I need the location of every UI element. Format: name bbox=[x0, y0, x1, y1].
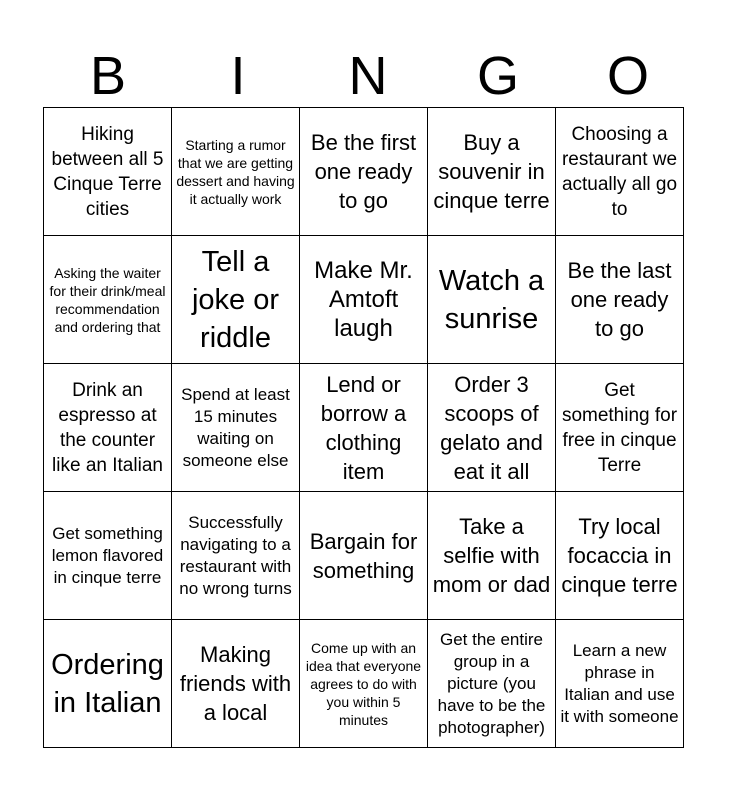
bingo-cell[interactable] bbox=[556, 364, 684, 492]
board-row bbox=[44, 108, 684, 236]
title-letter-i: I bbox=[230, 46, 246, 106]
cell-text: Successfully navigating to a restaurant with no wrong turns bbox=[179, 512, 292, 598]
bingo-cell[interactable] bbox=[172, 364, 300, 492]
title-letter-n: N bbox=[348, 46, 388, 106]
bingo-cell[interactable] bbox=[428, 108, 556, 236]
bingo-cell[interactable] bbox=[300, 620, 428, 748]
bingo-cell[interactable] bbox=[44, 364, 172, 492]
cell-text: Starting a rumor that we are getting dessert and having it actually work bbox=[176, 136, 295, 207]
bingo-cell[interactable] bbox=[172, 492, 300, 620]
cell-text: Asking the waiter for their drink/meal recommendation and ordering that bbox=[49, 264, 166, 335]
cell-text: Get the entire group in a picture (you have to be the photographer) bbox=[437, 629, 546, 737]
cell-text: Bargain for something bbox=[309, 528, 418, 583]
board-row bbox=[44, 236, 684, 364]
cell-text: Drink an espresso at the counter like an Italian bbox=[52, 379, 163, 476]
cell-text: Lend or borrow a clothing item bbox=[320, 371, 407, 484]
bingo-cell[interactable] bbox=[556, 620, 684, 748]
cell-text: Hiking between all 5 Cinque Terre cities bbox=[51, 123, 164, 220]
cell-text: Make Mr. Amtoft laugh bbox=[314, 257, 413, 342]
bingo-cell[interactable] bbox=[172, 620, 300, 748]
title-letter-b: B bbox=[89, 46, 127, 106]
cell-text: Spend at least 15 minutes waiting on someone else bbox=[181, 384, 290, 470]
bingo-cell[interactable] bbox=[300, 364, 428, 492]
cell-text: Come up with an idea that everyone agrees to do with you within 5 minutes bbox=[305, 639, 422, 728]
bingo-board bbox=[43, 107, 684, 748]
board-row bbox=[44, 492, 684, 620]
board-row bbox=[44, 364, 684, 492]
cell-text: Tell a joke or riddle bbox=[191, 245, 280, 354]
cell-text: Get something lemon flavored in cinque terre bbox=[51, 523, 164, 587]
cell-text: Ordering in Italian bbox=[51, 648, 164, 719]
bingo-cell[interactable] bbox=[428, 492, 556, 620]
bingo-title bbox=[43, 46, 693, 106]
title-letter-g: G bbox=[476, 46, 519, 106]
bingo-cell[interactable] bbox=[172, 108, 300, 236]
cell-text: Making friends with a local bbox=[179, 642, 292, 725]
cell-text: Be the last one ready to go bbox=[567, 258, 672, 341]
board-row bbox=[44, 620, 684, 748]
cell-text: Get something for free in cinque Terre bbox=[561, 379, 678, 476]
title-letter-o: O bbox=[606, 46, 649, 106]
bingo-cell[interactable] bbox=[300, 492, 428, 620]
cell-text: Be the first one ready to go bbox=[310, 130, 417, 213]
bingo-cell[interactable] bbox=[300, 236, 428, 364]
bingo-cell[interactable] bbox=[44, 108, 172, 236]
bingo-cell[interactable] bbox=[44, 236, 172, 364]
bingo-cell[interactable] bbox=[556, 492, 684, 620]
bingo-cell[interactable] bbox=[556, 236, 684, 364]
cell-text: Order 3 scoops of gelato and eat it all bbox=[440, 371, 543, 484]
cell-text: Buy a souvenir in cinque terre bbox=[433, 130, 550, 213]
cell-text: Learn a new phrase in Italian and use it with someone bbox=[560, 640, 679, 726]
bingo-cell[interactable] bbox=[44, 620, 172, 748]
bingo-cell[interactable] bbox=[556, 108, 684, 236]
bingo-cell[interactable] bbox=[428, 364, 556, 492]
bingo-cell[interactable] bbox=[300, 108, 428, 236]
cell-text: Try local focaccia in cinque terre bbox=[561, 514, 678, 597]
bingo-cell[interactable] bbox=[428, 236, 556, 364]
cell-text: Choosing a restaurant we actually all go to bbox=[561, 123, 678, 220]
bingo-cell[interactable] bbox=[44, 492, 172, 620]
cell-text: Take a selfie with mom or dad bbox=[432, 514, 551, 597]
bingo-cell[interactable] bbox=[172, 236, 300, 364]
cell-text: Watch a sunrise bbox=[438, 264, 545, 335]
bingo-cell[interactable] bbox=[428, 620, 556, 748]
